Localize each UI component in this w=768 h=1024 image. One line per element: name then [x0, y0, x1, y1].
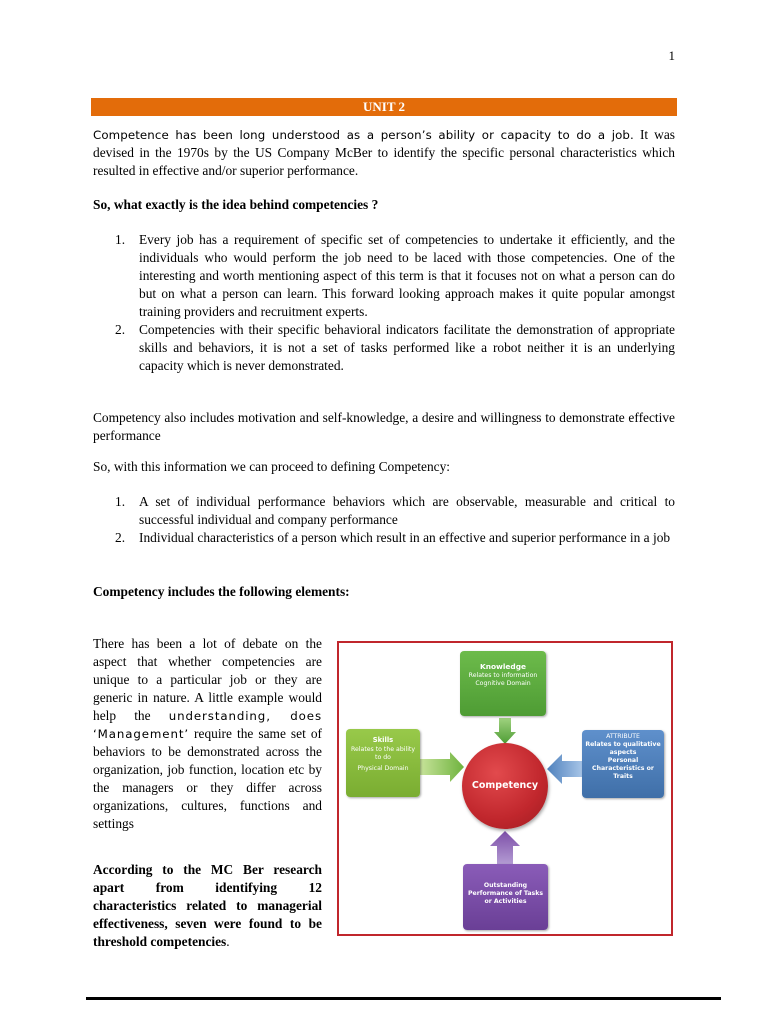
debate-text-part1: There has been a lot of debate on the aspect that whether competencies are unique to a particular job or they are generic in nature. A little example would help the [93, 636, 322, 723]
intro-sans-text: Competence has been long understood as a person’s ability or capacity to do a job. [93, 128, 634, 142]
unit-banner: UNIT 2 [91, 98, 677, 116]
list-text: A set of individual performance behaviors which are observable, measurable and critical to successful individual and company performance [139, 494, 675, 527]
attribute-box [582, 730, 664, 798]
skills-line1: Relates to the ability [350, 746, 416, 753]
skills-line3: Physical Domain [357, 765, 409, 772]
list-number: 2. [115, 322, 126, 337]
competency-circle: Competency [462, 743, 548, 829]
performance-box [463, 864, 548, 930]
skills-line2: to do [375, 754, 391, 761]
defining-intro: So, with this information we can proceed to defining Competency: [93, 459, 451, 474]
performance-arrow [490, 831, 520, 864]
page-number: 1 [668, 48, 675, 63]
mcber-bold-text: According to the MC Ber research apart from identifying 12 characteristics related to managerial effectiveness, seven were found to be threshold competencies [93, 862, 322, 949]
performance-line1: Outstanding [483, 882, 528, 889]
intro-serif-text: It was devised in the 1970s by the US Company McBer to identify the specific personal characteristics which resulted in effective and/or superior performance. [93, 127, 675, 178]
knowledge-arrow [494, 718, 516, 744]
debate-sans-text: understanding, does ‘Management’ [93, 709, 323, 741]
debate-text-part2: require the same set of behaviors to be demonstrated across the organization, job function, location etc by the managers or they differ across organizations, cultures, functions and settings [93, 726, 322, 831]
attribute-line3: Personal [607, 757, 639, 764]
skills-arrow [420, 752, 464, 782]
motivation-paragraph: Competency also includes motivation and self-knowledge, a desire and willingness to demonstrate effective performance [93, 410, 675, 443]
elements-heading: Competency includes the following elements: [93, 584, 350, 599]
attribute-line5: Traits [613, 773, 633, 780]
performance-line3: or Activities [484, 898, 527, 905]
knowledge-title: Knowledge [479, 662, 527, 671]
mcber-end: . [226, 934, 230, 949]
knowledge-line2: Cognitive Domain [475, 680, 531, 687]
skills-box [346, 729, 420, 797]
attribute-line1: Relates to qualitative [585, 741, 661, 748]
list-text: Every job has a requirement of specific set of competencies to undertake it efficiently, and the individuals who would perform the job need to be laced with those competencies. One of the interesting and worth mentioning aspect of this term is that it focuses not on what a person can do but on what a person can learn. This forward looking approach makes it quite popular amongst training providers and recruitment experts. [139, 232, 675, 319]
attribute-line2: aspects [609, 749, 637, 756]
list-text: Individual characteristics of a person which result in an effective and superior performance in a job [139, 530, 671, 545]
question-heading: So, what exactly is the idea behind competencies ? [93, 197, 379, 212]
bottom-rule [86, 997, 721, 1000]
performance-line2: Performance of Tasks [468, 890, 543, 897]
knowledge-box [460, 651, 546, 716]
list-text: Competencies with their specific behavioral indicators facilitate the demonstration of appropriate skills and behaviors, it is not a set of tasks performed like a robot neither it is an underlying capacity which is never demonstrated. [139, 322, 675, 373]
knowledge-line1: Relates to information [468, 672, 538, 679]
list-number: 2. [115, 530, 126, 545]
list-number: 1. [115, 494, 126, 509]
attribute-arrow [547, 754, 583, 784]
skills-title: Skills [372, 736, 394, 744]
list-number: 1. [115, 232, 126, 247]
attribute-title: ATTRIBUTE [606, 733, 640, 740]
attribute-line4: Characteristics or [592, 765, 654, 772]
